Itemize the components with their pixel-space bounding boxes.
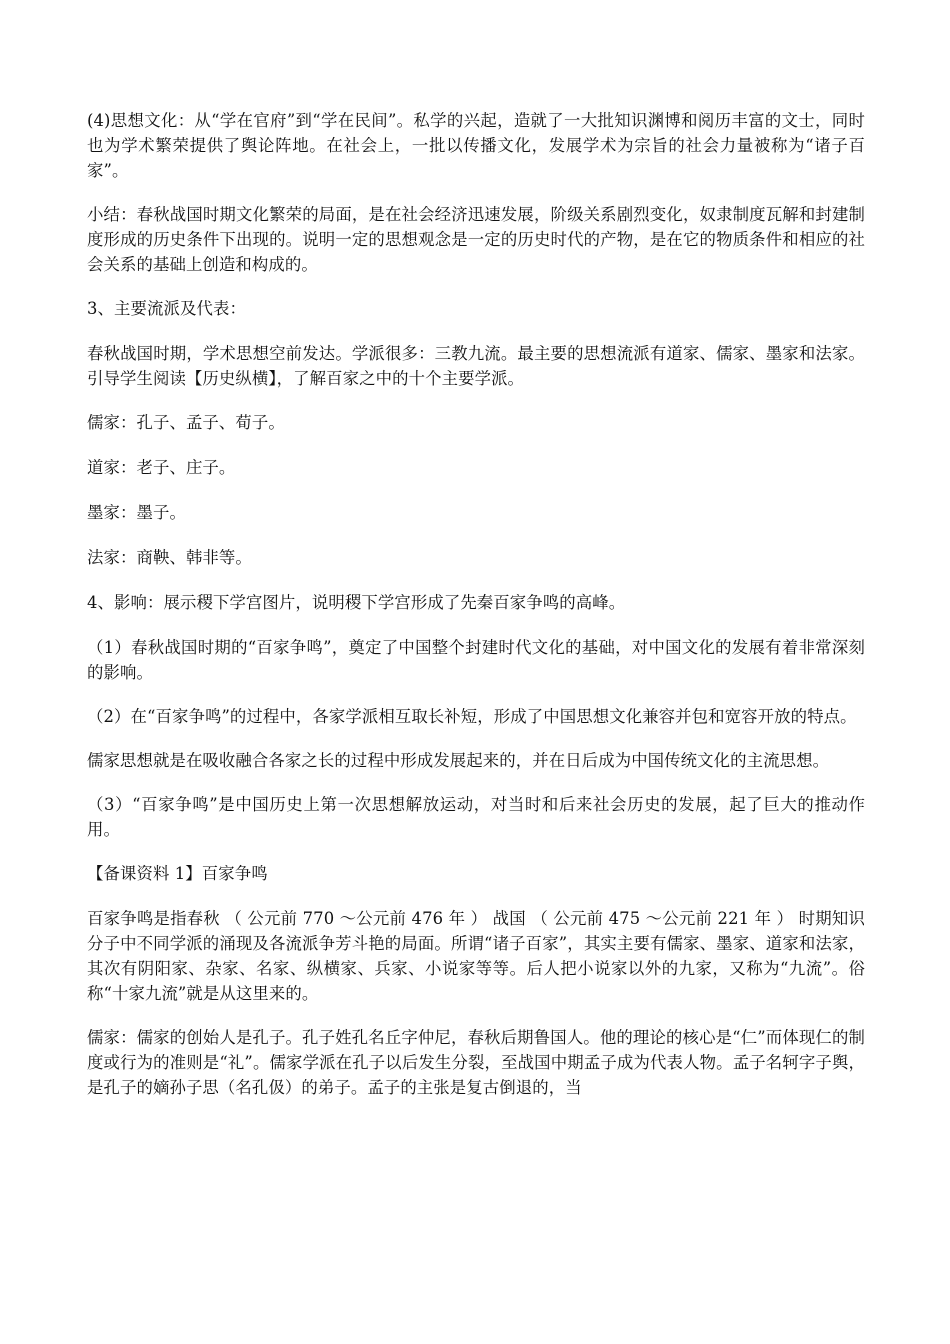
paragraph-thought-culture: (4)思想文化：从“学在官府”到“学在民间”。私学的兴起，造就了一大批知识渊博和阅历丰富的文士，同时也为学术繁荣提供了舆论阵地。在社会上，一批以传播文化，发展学术为宗旨的社会力量被称为“诸子百家”。: [87, 111, 865, 180]
list-item-confucian: 儒家：孔子、孟子、荀子。: [87, 413, 285, 432]
paragraph-influence-2: （2）在“百家争鸣”的过程中，各家学派相互取长补短，形成了中国思想文化兼容并包和宽容开放的特点。: [87, 707, 857, 726]
paragraph-schools-intro: 春秋战国时期，学术思想空前发达。学派很多：三教九流。最主要的思想流派有道家、儒家、墨家和法家。引导学生阅读【历史纵横】，了解百家之中的十个主要学派。: [87, 344, 865, 388]
list-item-legalist: 法家：商鞅、韩非等。: [87, 548, 252, 567]
paragraph-hundred-schools: 百家争鸣是指春秋 （ 公元前 770 ～公元前 476 年 ） 战国 （ 公元前 475 ～公元前 221 年 ） 时期知识分子中不同学派的涌现及各流派争芳斗艳的局面。所谓“诸子百家”，其实主要有儒家、墨家、道家和法家，其次有阴阳家、杂家、名家、纵横家、兵家、小说家等等。后人把小说家以外的九家，又称为“九流”。俗称“十家九流”就是从这里来的。: [87, 909, 865, 1003]
list-item-mohist: 墨家：墨子。: [87, 503, 186, 522]
paragraph-summary: 小结：春秋战国时期文化繁荣的局面，是在社会经济迅速发展，阶级关系剧烈变化，奴隶制度瓦解和封建制度形成的历史条件下出现的。说明一定的思想观念是一定的历史时代的产物，是在它的物质条件和相应的社会关系的基础上创造和构成的。: [87, 205, 865, 274]
heading-prep-material-1: 【备课资料 1】百家争鸣: [87, 864, 268, 883]
paragraph-confucian-mainstream: 儒家思想就是在吸收融合各家之长的过程中形成发展起来的，并在日后成为中国传统文化的主流思想。: [87, 751, 830, 770]
heading-influence: 4、影响：展示稷下学宫图片，说明稷下学宫形成了先秦百家争鸣的高峰。: [87, 593, 626, 612]
paragraph-influence-1: （1）春秋战国时期的“百家争鸣”，奠定了中国整个封建时代文化的基础，对中国文化的发展有着非常深刻的影响。: [87, 638, 865, 682]
paragraph-influence-3: （3）“百家争鸣”是中国历史上第一次思想解放运动，对当时和后来社会历史的发展，起了巨大的推动作用。: [87, 795, 865, 839]
paragraph-confucian-school: 儒家：儒家的创始人是孔子。孔子姓孔名丘字仲尼，春秋后期鲁国人。他的理论的核心是“仁”而体现仁的制度或行为的准则是“礼”。儒家学派在孔子以后发生分裂，至战国中期孟子成为代表人物。孟子名轲字子舆，是孔子的嫡孙子思（名孔伋）的弟子。孟子的主张是复古倒退的，当: [87, 1028, 865, 1097]
document-page: [87, 108, 865, 1119]
heading-main-schools: 3、主要流派及代表：: [87, 299, 246, 318]
list-item-taoist: 道家：老子、庄子。: [87, 458, 236, 477]
